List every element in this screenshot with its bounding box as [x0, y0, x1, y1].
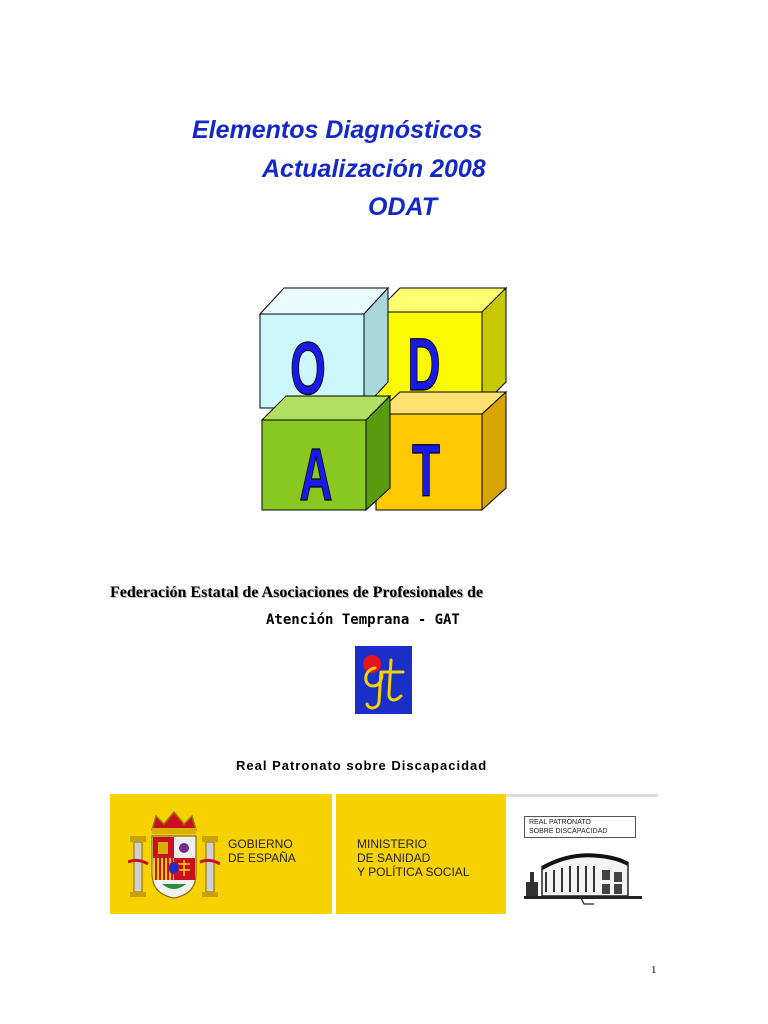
- real-patronato-logo-line-2: SOBRE DISCAPACIDAD: [529, 828, 608, 835]
- federation-subtitle: Atención Temprana - GAT: [266, 612, 460, 628]
- cube-letter-a: A: [299, 433, 333, 517]
- title-line-3: ODAT: [368, 193, 437, 221]
- ministerio-label-line-3: Y POLÍTICA SOCIAL: [357, 865, 470, 879]
- odat-blocks-illustration: [250, 282, 516, 518]
- federation-name: Federación Estatal de Asociaciones de Profesionales de: [110, 584, 483, 601]
- building-icon: [520, 842, 646, 906]
- real-patronato-heading: Real Patronato sobre Discapacidad: [236, 758, 488, 773]
- real-patronato-logo-box: [524, 816, 636, 838]
- ministerio-label-line-2: DE SANIDAD: [357, 851, 431, 865]
- cube-letter-d: D: [407, 323, 441, 407]
- gobierno-label-line-2: DE ESPAÑA: [228, 851, 296, 865]
- institutional-banner: [110, 794, 658, 914]
- gobierno-label-line-1: GOBIERNO: [228, 837, 293, 851]
- cube-t: [376, 392, 506, 510]
- real-patronato-logo-line-1: REAL PATRONATO: [529, 819, 591, 826]
- gat-logo: [355, 646, 412, 714]
- title-line-1: Elementos Diagnósticos: [192, 116, 483, 144]
- page-number: 1: [651, 964, 657, 976]
- ministerio-label-line-1: MINISTERIO: [357, 837, 428, 851]
- title-line-2: Actualización 2008: [262, 155, 486, 183]
- cube-letter-t: T: [411, 429, 441, 513]
- cube-letter-o: O: [290, 327, 326, 411]
- cube-d: [376, 288, 506, 406]
- coat-of-arms-icon: [128, 808, 220, 904]
